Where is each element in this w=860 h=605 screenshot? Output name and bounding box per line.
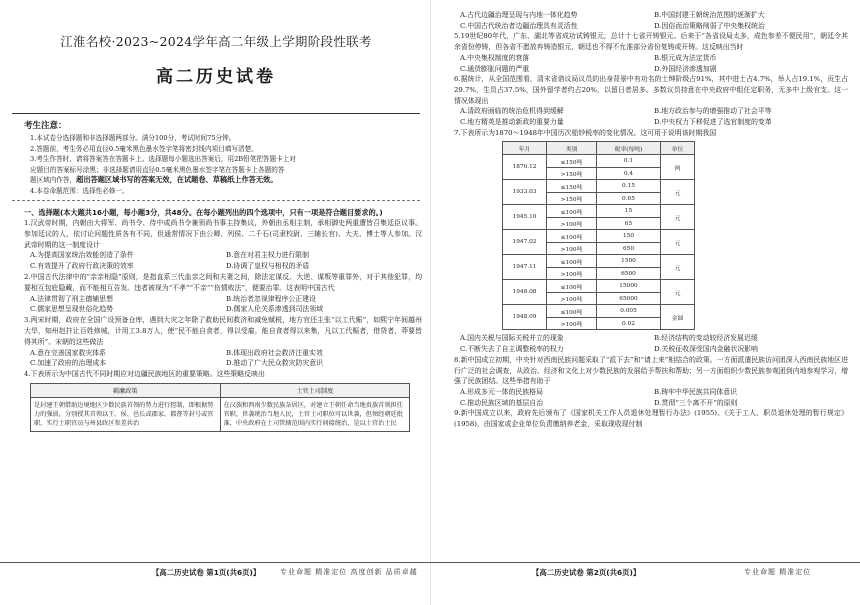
option[interactable]: A.国内关税与国际关税并立的现象	[460, 334, 564, 343]
category-cell: ≤100吨	[547, 255, 597, 268]
year-cell: 1947.11	[503, 255, 547, 280]
question-8-options	[460, 387, 848, 408]
table-header: 单位	[661, 142, 695, 155]
category-cell: ≤100吨	[547, 305, 597, 318]
unit-cell: 元	[661, 230, 695, 255]
question-6: 6.据统计，从全国范围看，清末省谘议局议员的出身背景中有功名的士绅阶级占91%，其中进士占4.7%，举人占19.1%，贡生占29.7%，生员占37.5%，国外留学者约占20%，以留日者居多。多数议员持意在中央政府中组任定职务，无多中上级官支。这一情况体现出	[454, 75, 848, 105]
notice-bottom-rule	[12, 200, 420, 201]
year-cell: 1933.03	[503, 180, 547, 205]
rate-cell: 0.65	[597, 192, 661, 205]
year-cell: 1947.02	[503, 230, 547, 255]
unit-cell: 元	[661, 205, 695, 230]
option[interactable]: B.统治者忽视律程序公正建设	[226, 294, 316, 303]
exam-title: 高二历史试卷	[156, 67, 276, 87]
page-number: 【高二历史试卷 第2页(共6页)】	[532, 568, 641, 577]
rate-cell: 0.005	[597, 305, 661, 318]
rate-cell: 0.02	[597, 317, 661, 330]
option[interactable]: C.儒家思想呈现世俗化趋势	[30, 305, 114, 314]
option[interactable]: B.意在对君主权力进行限制	[226, 251, 310, 260]
notice-continued-text: 题区域内作答，	[30, 176, 77, 184]
option[interactable]: A.意在完善国家救灾体系	[30, 348, 107, 357]
category-cell: >100吨	[547, 267, 597, 280]
category-cell: ≤100吨	[547, 205, 597, 218]
option[interactable]: C.推动民族区域的基层自治	[460, 398, 544, 407]
question-3-options	[30, 348, 422, 370]
option[interactable]: D.推动了广大民众救灾防灾意识	[226, 359, 324, 368]
exam-header	[0, 32, 432, 87]
option[interactable]: C.中国古代统治者边疆治理具有灵活性	[460, 21, 578, 30]
category-cell: ≤150吨	[547, 180, 597, 193]
unit-cell: 两	[661, 155, 695, 180]
option[interactable]: A.法律贯彻了刑主德辅思想	[30, 294, 113, 303]
year-cell: 1948.09	[503, 305, 547, 330]
option[interactable]: B.地方政治参与的增强推动了社会平等	[654, 107, 772, 116]
option[interactable]: A.形成多元一体的民族格局	[460, 387, 543, 396]
category-cell: >100吨	[547, 217, 597, 230]
table-row	[503, 205, 695, 218]
option[interactable]: B.体现出政府社会救济注重实效	[226, 348, 323, 357]
page-footer	[0, 562, 432, 580]
rate-cell: 0.1	[597, 155, 661, 168]
table-header: 年月	[503, 142, 547, 155]
option[interactable]: A.清政府面临的统治危机得到缓解	[460, 107, 564, 116]
rate-cell: 0.15	[597, 180, 661, 193]
table-row	[503, 155, 695, 168]
notice-item: 应题目的答案标号涂黑；非选择题请用直径0.5毫米黑色墨水签字笔在答题卡上各题的答	[30, 165, 285, 174]
option[interactable]: A.为提高国家统治效能创造了条件	[30, 251, 134, 260]
table-header: 羁縻政策	[31, 383, 221, 397]
option[interactable]: C.通货膨胀问题的严重	[460, 64, 530, 73]
table-row	[503, 255, 695, 268]
option[interactable]: C.不断失去了自主调整税率的权力	[460, 345, 564, 354]
question-1-options	[30, 250, 422, 272]
notice-item: 3.考生作答时，请将答案答在答题卡上。选择题每小题选出答案后，用2B铅笔把答题卡上对	[30, 155, 296, 163]
question-4-options	[460, 10, 848, 31]
unit-cell: 元	[661, 180, 695, 205]
option[interactable]: D.贯彻“三个离不开”的原则	[654, 398, 738, 407]
option[interactable]: C.有效提升了政府行政决策的效率	[30, 262, 134, 271]
option[interactable]: A.中央集权制度的衰落	[460, 53, 530, 62]
year-cell: 1870.12	[503, 155, 547, 180]
rate-cell: 15000	[597, 280, 661, 293]
table-row	[503, 230, 695, 243]
year-cell: 1948.08	[503, 280, 547, 305]
rate-cell: 1500	[597, 255, 661, 268]
rate-cell: 65	[597, 217, 661, 230]
page-footer	[432, 562, 860, 580]
question-2-options	[30, 294, 422, 316]
option[interactable]: B.经济结构的变动较经济发展迟缓	[654, 334, 758, 343]
category-cell: >100吨	[547, 242, 597, 255]
option[interactable]: B.中国封建王朝统治范围的逐渐扩大	[654, 11, 765, 19]
notice-top-rule	[12, 113, 420, 114]
exam-page-2	[432, 0, 860, 605]
option[interactable]: D.协调了皇权与相权的矛盾	[226, 262, 310, 271]
question-4: 4.下表所示为中国古代不同时期应对边疆民族地区的重要策略。这些策略反映出	[24, 370, 265, 379]
question-5-options	[460, 53, 848, 74]
notice-item: 2.答题前，考生务必用直径0.5毫米黑色墨水签字笔将密封线内项目填写清楚。	[30, 144, 258, 153]
category-cell: >100吨	[547, 292, 597, 305]
footer-slogan: 专业命题 精准定位 高度创新 品质卓越	[280, 568, 418, 576]
option[interactable]: A.古代边疆治理呈现与内地一体化趋势	[460, 11, 578, 19]
footer-slogan: 专业命题 精准定位	[744, 568, 812, 576]
page-number: 【高二历史试卷 第1页(共6页)】	[152, 568, 261, 577]
option[interactable]: B.铸牢中华民族共同体意识	[654, 387, 738, 396]
table-header: 土官土司制度	[220, 383, 410, 397]
notice-item-continued	[30, 175, 418, 186]
question-5: 5.19世纪80年代，广东、湖北等省成功试铸银元，总计十七省开铸银元。后来于“各省设局太多，成色参差不便民用”，朝廷令其余省份停铸，但各省不愿放弃铸造银元，朝廷也不得不允准部分省份复铸或开铸。这反映出当时	[454, 32, 848, 52]
notice-item: 1.本试卷分选择题和非选择题两部分。满分100分，考试时间75分钟。	[30, 134, 236, 142]
unit-cell: 元	[661, 280, 695, 305]
table-header: 类别	[547, 142, 597, 155]
category-cell: ≤100吨	[547, 230, 597, 243]
question-2: 2.中国古代法律中的“亲亲相隐”原则，是指直系三代血亲之间和夫妻之间，除法定谋反、大逆、谋叛等重罪外，对于其他犯罪，均要相互包庇隐藏，而不能相互告发。违者被视为“不孝”“不亲”“伤情败法”，便要治罪。这表明中国古代	[24, 272, 422, 292]
table-cell: 在汉族和西南少数民族杂居区，对建立王朝任命当地贵族首领担任官职，世袭统治当地人民，土官土司职位可以世袭，但须经朝廷批准，中央政府在土司管辖范围内实行间接统治，是以土官治土民	[220, 397, 410, 431]
unit-cell: 金圆	[661, 305, 695, 330]
category-cell: >150吨	[547, 167, 597, 180]
rate-cell: 15	[597, 205, 661, 218]
table-row	[503, 305, 695, 318]
category-cell: >100吨	[547, 317, 597, 330]
year-cell: 1945.10	[503, 205, 547, 230]
rate-cell: 6500	[597, 267, 661, 280]
unit-cell: 元	[661, 255, 695, 280]
option[interactable]: D.关税征收深受国内金融状况影响	[654, 345, 758, 354]
question-8: 8.新中国成立初期，中央针对西南民族问题采取了“派下去”和“请上来”相结合的政策。一方面派遣民族访问团深入西南民族地区进行广泛的社会调查，从政治、经济和文化上对少数民族的发展给予帮扶和帮助；另一方面组织少数民族参观团到内地参观学习，增强了民族团结。这些举措有助于	[454, 355, 848, 386]
option[interactable]: D.因俗而治策略削弱了中央集权统治	[654, 21, 765, 30]
table-cell: 是封建王朝借助边境地区少数民族首领的势力进行控制，即根据势力的强弱，分别授其首领以王、侯、邑长或郡家、都督等封号或官职，实行土职官员与州县政区参差共治	[31, 397, 221, 431]
question-9: 9.新中国成立以来，政府先后颁布了《国家机关工作人员退休处理暂行办法》(1955)、《关于工人、职员退休处理的暂行规定》(1958)，由国家或企业单位负责缴纳养老金，采取现收现付制	[454, 409, 848, 429]
notice-heading: 考生注意：	[24, 121, 67, 131]
option[interactable]: B.银元成为法定货币	[654, 53, 717, 62]
rate-cell: 150	[597, 230, 661, 243]
question-7: 7.下表所示为1870～1948年中国历次船钞税率的变化情况。这可用于说明该时期我国	[454, 128, 717, 137]
notice-item: 4.本卷命题范围：选择性必修一。	[30, 186, 129, 195]
question-4-table	[30, 383, 410, 432]
option[interactable]: D.中央权力下移促进了选官制度的变革	[654, 118, 772, 127]
question-6-options	[460, 106, 848, 127]
rate-cell: 0.4	[597, 167, 661, 180]
notice-emphasis: 超出答题区域书写的答案无效，在试题卷、草稿纸上作答无效。	[76, 175, 278, 184]
table-row	[503, 180, 695, 193]
category-cell: ≤150吨	[547, 155, 597, 168]
option[interactable]: D.儒家人伦关系渗透到司法领域	[226, 305, 324, 314]
category-cell: ≤100吨	[547, 280, 597, 293]
option[interactable]: C.加速了政府的治理成本	[30, 359, 107, 368]
option[interactable]: C.地方精英是推动新政的重要力量	[460, 118, 564, 127]
exam-series-title: 江淮名校·2023~2024学年高二年级上学期阶段性联考	[60, 34, 372, 49]
question-1: 1.汉武帝时期，内朝由大将军、尚书令、侍中或尚书令兼领尚书事主持集议，外朝由丞相主制，承相御史两重遭皆召集廷臣议事。参加廷议的人，依讨论问题性质各有不同，但通常情况下由公卿、列侯、二千石(司隶校尉、三辅长官)、大夫、博士等人参加。汉武帝时期的这一制度设计	[24, 219, 422, 249]
section-heading: 一、选择题(本大题共16小题，每小题3分，共48分。在每小题列出的四个选项中，只有一项是符合题目要求的。)	[24, 208, 383, 217]
rate-cell: 650	[597, 242, 661, 255]
tonnage-tax-table	[502, 141, 695, 330]
option[interactable]: D.外国经济渗透加剧	[654, 64, 717, 73]
table-row	[503, 280, 695, 293]
question-7-options	[460, 333, 848, 354]
table-header: 税率(每吨)	[597, 142, 661, 155]
category-cell: >150吨	[547, 192, 597, 205]
rate-cell: 65000	[597, 292, 661, 305]
question-3: 3.两宋时期，政府在全国广设预备仓库，遇到大灾之年除了救助民间救济和减免赋税，地方官还主张“以工代赈”，如熙宁年间越州大旱，知州赵抃让百姓修城，计用工3.8万人，使“民不能自食者，得以受雇，能自食者得以来集，凡以工代赈者，借贷者，莽要皆得其所”。宋朝的这些做法	[24, 316, 422, 346]
